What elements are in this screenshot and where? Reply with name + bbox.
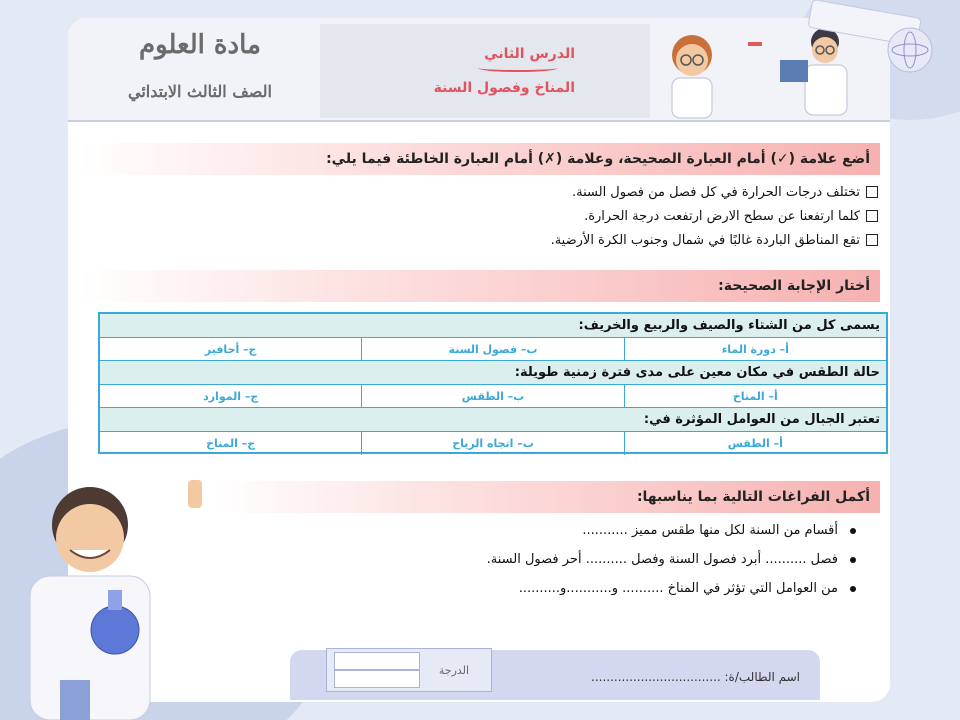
- subject-title: مادة العلوم: [139, 30, 261, 60]
- grade-label: الدرجة: [438, 664, 470, 677]
- mcq-option[interactable]: ب– اتجاه الرياح: [361, 432, 623, 455]
- list-item: [260, 516, 856, 545]
- checkbox[interactable]: [866, 186, 878, 198]
- scientist-flask-illustration: [0, 480, 240, 720]
- checkbox[interactable]: [866, 210, 878, 222]
- grade-cell[interactable]: [334, 670, 420, 688]
- list-item: [380, 228, 878, 252]
- mcq-table: [98, 312, 888, 454]
- lesson-number: الدرس الثاني: [484, 46, 575, 62]
- mcq-option[interactable]: أ– دورة الماء: [624, 338, 886, 360]
- statement-text: كلما ارتفعنا عن سطح الارض ارتفعت درجة الحرارة.: [584, 208, 860, 224]
- mcq-option[interactable]: ج– الموارد: [203, 390, 259, 403]
- fill-text[interactable]: فصل .......... أبرد فصول السنة وفصل .......... أحر فصول السنة.: [486, 552, 838, 567]
- list-item: [260, 545, 856, 574]
- grade-cell[interactable]: [334, 652, 420, 670]
- lesson-box: [320, 24, 650, 118]
- list-item: [380, 180, 878, 204]
- science-badge-icon: [800, 0, 960, 80]
- section-fill-title: أكمل الفراغات التالية بما يناسبها:: [215, 481, 880, 513]
- bullet-icon: [850, 586, 856, 592]
- mcq-options-row: [100, 385, 886, 408]
- fill-blank-list: [260, 516, 856, 603]
- section-mcq-title: أختار الإجابة الصحيحة:: [80, 270, 880, 302]
- mcq-option[interactable]: ج– أحافير: [204, 343, 257, 356]
- lesson-name: المناخ وفصول السنة: [433, 80, 575, 96]
- statement-text: تختلف درجات الحرارة في كل فصل من فصول السنة.: [571, 184, 860, 200]
- mcq-option[interactable]: ب– فصول السنة: [361, 338, 623, 360]
- list-item: [380, 204, 878, 228]
- student-name-field[interactable]: اسم الطالب/ة: ..................................: [591, 670, 800, 684]
- mcq-options-row: [100, 338, 886, 361]
- true-false-list: [380, 180, 878, 252]
- mcq-question: تعتبر الجبال من العوامل المؤثرة في:: [100, 408, 886, 432]
- mcq-option[interactable]: ب– الطقس: [361, 385, 623, 407]
- mcq-option[interactable]: ج– المناخ: [206, 437, 256, 450]
- mcq-question: يسمى كل من الشتاء والصيف والربيع والخريف:: [100, 314, 886, 338]
- mcq-options-row: [100, 432, 886, 455]
- list-item: [260, 574, 856, 603]
- bullet-icon: [850, 557, 856, 563]
- statement-text: تقع المناطق الباردة غالبًا في شمال وجنوب الكرة الأرضية.: [550, 232, 860, 248]
- fill-text[interactable]: أقسام من السنة لكل منها طقس مميز ...........: [582, 523, 838, 538]
- checkbox[interactable]: [866, 234, 878, 246]
- mcq-option[interactable]: أ– المناخ: [624, 385, 886, 407]
- grade-title: الصف الثالث الابتدائي: [128, 82, 272, 101]
- bullet-icon: [850, 528, 856, 534]
- section-true-false-title: أضع علامة (✓) أمام العبارة الصحيحة، وعلامة (✗) أمام العبارة الخاطئة فيما يلي:: [80, 143, 880, 175]
- mcq-option[interactable]: أ– الطقس: [624, 432, 886, 455]
- lesson-underline: [478, 64, 558, 72]
- mcq-question: حالة الطقس في مكان معين على مدى فترة زمنية طويلة:: [100, 361, 886, 385]
- fill-text[interactable]: من العوامل التي تؤثر في المناخ .......... و...........و..........: [518, 581, 838, 596]
